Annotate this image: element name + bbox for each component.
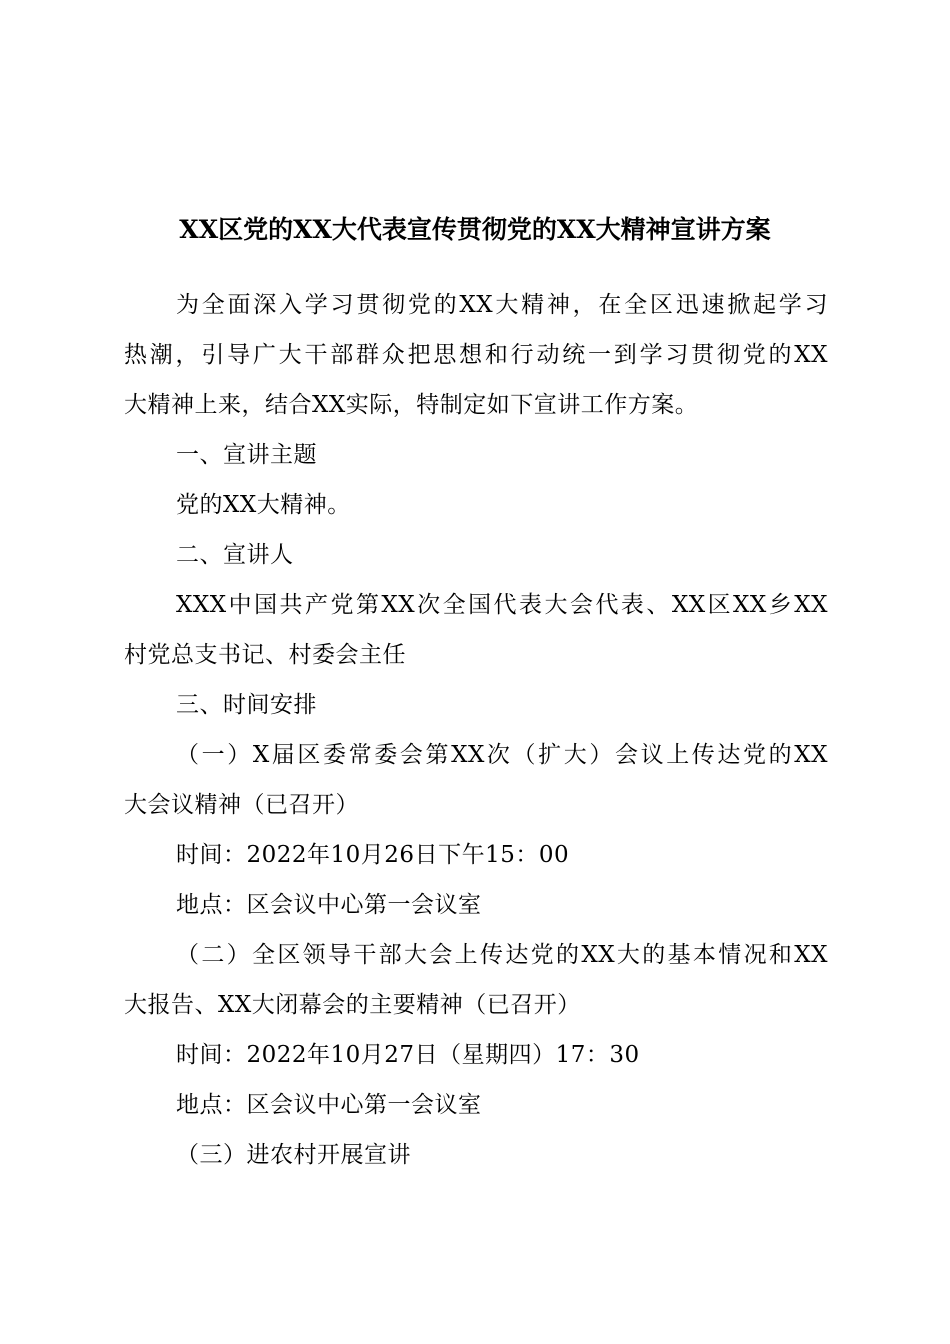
schedule-item-1-line-2: 大会议精神（已召开） <box>124 792 359 818</box>
schedule-item-3-line-1: （三）进农村开展宣讲 <box>176 1142 411 1168</box>
intro-paragraph-line-1: 为全面深入学习贯彻党的XX大精神，在全区迅速掀起学习 <box>176 292 828 318</box>
schedule-item-2-line-1: （二）全区领导干部大会上传达党的XX大的基本情况和XX <box>176 942 828 968</box>
document-body <box>124 280 828 1180</box>
theme-text: 党的XX大精神。 <box>176 492 351 518</box>
section-heading-speaker: 二、宣讲人 <box>176 542 294 568</box>
schedule-item-2-location: 地点：区会议中心第一会议室 <box>176 1092 482 1118</box>
schedule-item-1-location: 地点：区会议中心第一会议室 <box>176 892 482 918</box>
schedule-item-1-time: 时间：2022年10月26日下午15：00 <box>176 842 570 868</box>
speaker-line-1: XXX中国共产党第XX次全国代表大会代表、XX区XX乡XX <box>176 592 828 618</box>
intro-paragraph-line-3: 大精神上来，结合XX实际，特制定如下宣讲工作方案。 <box>124 392 699 418</box>
section-heading-theme: 一、宣讲主题 <box>176 442 317 468</box>
section-heading-schedule: 三、时间安排 <box>176 692 317 718</box>
schedule-item-2-time: 时间：2022年10月27日（星期四）17：30 <box>176 1042 640 1068</box>
document-title: XX区党的XX大代表宣传贯彻党的XX大精神宣讲方案 <box>179 215 771 244</box>
schedule-item-1-line-1: （一）X届区委常委会第XX次（扩大）会议上传达党的XX <box>176 742 828 768</box>
schedule-item-2-line-2: 大报告、XX大闭幕会的主要精神（已召开） <box>124 992 581 1018</box>
speaker-line-2: 村党总支书记、村委会主任 <box>124 642 406 668</box>
intro-paragraph-line-2: 热潮，引导广大干部群众把思想和行动统一到学习贯彻党的XX <box>124 342 828 368</box>
